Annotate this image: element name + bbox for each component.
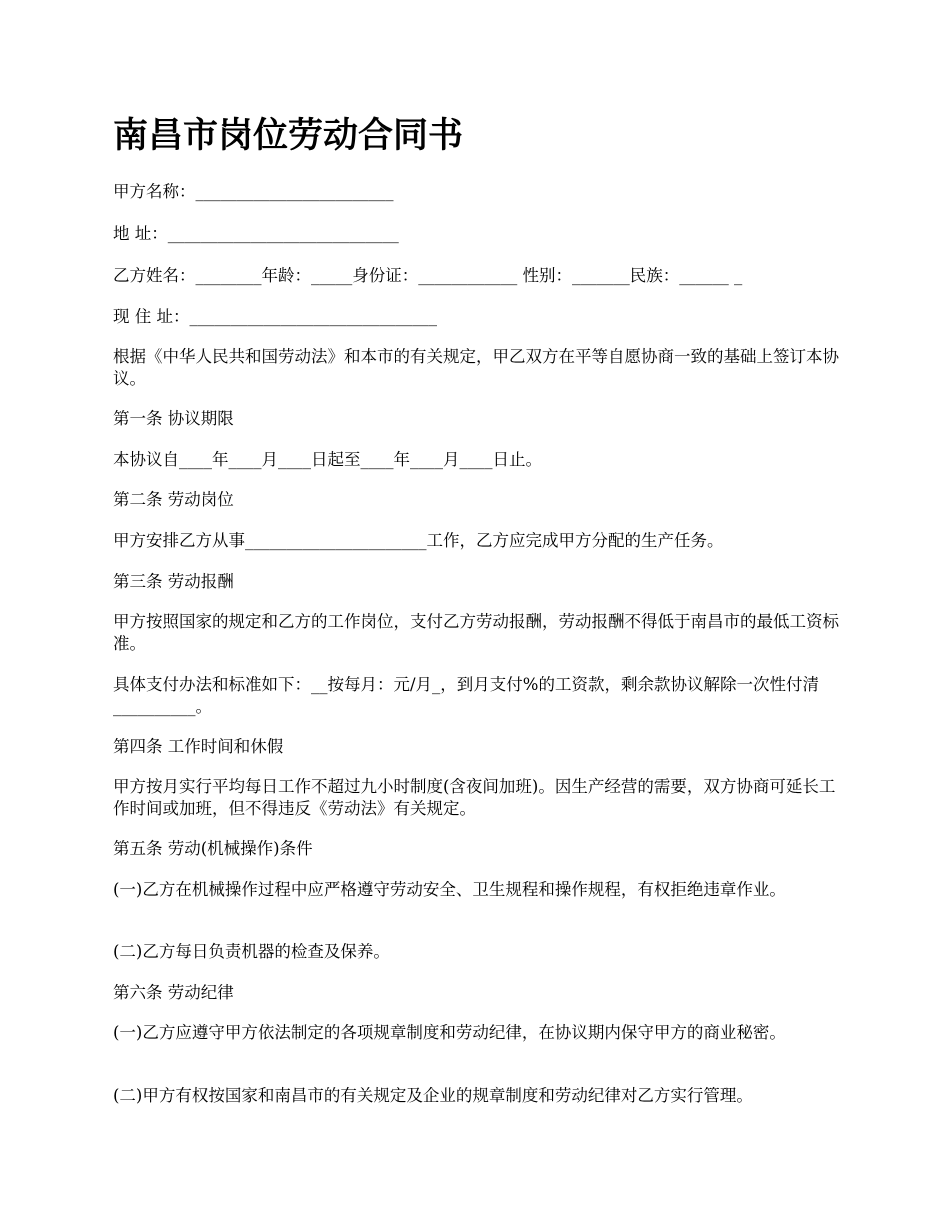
party-b-residence-line: 现 住 址：______________________________ [113,307,437,326]
article-5-item-2: (二)乙方每日负责机器的检查及保养。 [113,942,390,961]
party-a-name-line: 甲方名称：________________________ [113,182,394,201]
article-4-text: 甲方按月实行平均每日工作不超过九小时制度(含夜间加班)。因生产经营的需要，双方协商可延长工作时间或加班，但不得违反《劳动法》有关规定。 [113,777,836,818]
article-4-heading: 第四条 工作时间和休假 [113,737,284,756]
article-2-heading: 第二条 劳动岗位 [113,490,234,509]
article-1-heading: 第一条 协议期限 [113,409,234,428]
party-a-address-line: 地 址：____________________________ [113,224,399,243]
preamble-paragraph: 根据《中华人民共和国劳动法》和本市的有关规定，甲乙双方在平等自愿协商一致的基础上签订本协议。 [113,347,839,388]
document-title: 南昌市岗位劳动合同书 [113,116,464,156]
article-6-item-2: (二)甲方有权按国家和南昌市的有关规定及企业的规章制度和劳动纪律对乙方实行管理。 [113,1086,753,1105]
article-6-heading: 第六条 劳动纪律 [113,983,234,1002]
article-3-paragraph-1: 甲方按照国家的规定和乙方的工作岗位，支付乙方劳动报酬，劳动报酬不得低于南昌市的最低工资标准。 [113,612,839,653]
article-2-text: 甲方安排乙方从事______________________工作，乙方应完成甲方分配的生产任务。 [113,531,724,550]
article-3-heading: 第三条 劳动报酬 [113,572,234,591]
article-6-item-1: (一)乙方应遵守甲方依法制定的各项规章制度和劳动纪律，在协议期内保守甲方的商业秘密。 [113,1023,786,1042]
article-1-text: 本协议自____年____月____日起至____年____月____日止。 [113,450,542,469]
article-5-item-1: (一)乙方在机械操作过程中应严格遵守劳动安全、卫生规程和操作规程，有权拒绝违章作业。 [113,880,786,899]
article-3-paragraph-2: 具体支付办法和标准如下：__按每月：元/月_，到月支付%的工资款，剩余款协议解除一次性付清__________。 [113,675,819,716]
article-5-heading: 第五条 劳动(机械操作)条件 [113,839,313,858]
party-b-info-line: 乙方姓名：________年龄：_____身份证：____________ 性别：_______民族：______ _ [113,266,743,285]
